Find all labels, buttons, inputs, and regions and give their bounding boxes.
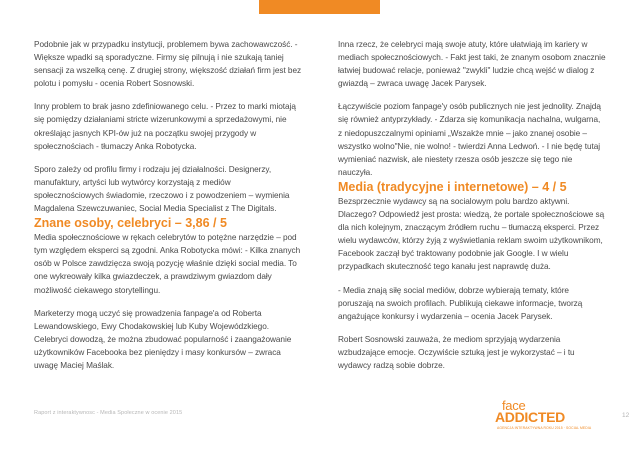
section-heading-celebrities: Znane osoby, celebryci – 3,86 / 5 <box>34 216 227 231</box>
left-paragraph-2: Inny problem to brak jasno zdefiniowanego celu. - Przez to marki miotają się pomiędzy działaniami stricte wizerunkowymi a sprzedażowymi, nie określając jasnych KPI-ów już na początku swojej przygody w społecznościach - tłumaczy Anka Robotycka. <box>34 102 296 151</box>
page-number: 12 <box>622 412 630 419</box>
faceaddicted-logo <box>495 399 603 431</box>
top-accent-tab <box>259 0 380 14</box>
section-heading-media: Media (tradycyjne i internetowe) – 4 / 5 <box>338 179 567 194</box>
left-paragraph-4: Media społecznościowe w rękach celebrytów to potężne narzędzie – pod tym względem eksperci są zgodni. Anka Robotycka mówi: - Kilka znanych osób w Polsce zawdzięcza swoją pozycję właśnie dzięki social media. To one wykreowały kilka gwiazdeczek, a prawdziwym gwiazdom dały możliwość ciekawego storytellingu. <box>34 233 301 295</box>
right-paragraph-4: - Media znają siłę social mediów, dobrze wybierają tematy, które poruszają na swoich profilach. Publikują ciekawe informacje, tworzą angażujące konkursy i wydarzenia – ocenia Jacek Parysek. <box>338 285 583 321</box>
right-paragraph-5: Robert Sosnowski zauważa, że mediom sprzyjają wydarzenia wzbudzające emocje. Oczywiście sztuką jest je wykorzystać – i tu wydawcy radzą sobie dobrze. <box>338 334 575 370</box>
report-title-footer: Raport z interaktywnosc - Media Społeczne w ocenie 2015 <box>34 410 183 416</box>
logo-face-text: face <box>502 398 526 413</box>
left-paragraph-1: Podobnie jak w przypadku instytucji, problemem bywa zachowawczość. - Większe wpadki są sporadyczne. Firmy się pilnują i nie szukają taniej sensacji za wszelką cenę. Z drugiej strony, większość działań firm jest bez polotu i pomysłu - ocenia Robert Sosnowski. <box>34 40 302 89</box>
left-paragraph-5: Marketerzy mogą uczyć się prowadzenia fanpage'a od Roberta Lewandowskiego, Ewy Chodakowskiej lub Kuby Wojewódzkiego. Celebryci dowodzą, że można zbudować popularność i zaangażowanie użytkowników Facebooka bez pieniędzy i masy konkursów – zwraca uwagę Maciej Maślak. <box>34 308 292 370</box>
left-paragraph-3: Sporo zależy od profilu firmy i rodzaju jej działalności. Designerzy, manufaktury, artyści lub wytwórcy korzystają z mediów społecznościowych świadomie, rzeczowo i z powodzeniem – wymienia Magdalena Szewczuwaniec, Social Media Specialist z The Digitals. <box>34 164 290 214</box>
logo-addicted-text: ADDICTED <box>495 409 565 425</box>
logo-tagline: AGENCJA INTERAKTYWNA ROKU 2015 · SOCIAL MEDIA <box>497 426 592 430</box>
right-paragraph-2: Łączywiście poziom fanpage'y osób publicznych nie jest jednolity. Znajdą się również antyprzykłady. - Zdarza się komunikacja nachalna, wulgarna, z niedopuszczalnymi opiniami „Wszakże mnie – jako znanej osobie – wszystko wolno"Nie, nie wolno! - twierdzi Anna Ledwoń. - I nie będę tutaj wymieniać nazwisk, ale niestety rzesza osób jeszcze się tego nie nauczyła. <box>338 102 601 177</box>
right-paragraph-3: Bezsprzecznie wydawcy są na socialowym polu bardzo aktywni. Dlaczego? Odpowiedź jest prosta: wiedzą, że portale społecznościowe są dla nich kolejnym, znaczącym źródłem ruchu – tłumaczą eksperci. Przez wielu wydawców, którzy żyją z wyświetlania reklam swoim użytkownikom, Facebook zaczął być traktowany podobnie jak Google. I w wielu przypadkach skuteczność tego kanału jest naprawdę duża. <box>338 196 605 272</box>
right-column <box>338 38 606 372</box>
right-paragraph-1: Inna rzecz, że celebryci mają swoje atuty, które ułatwiają im kariery w mediach społecznościowych. - Fakt jest taki, że znanym osobom znacznie łatwiej budować relacje, ponieważ "zwykli" ludzie chcą wejść w dialog z gwiazdą – zwraca uwagę Jacek Parysek. <box>338 40 606 89</box>
left-column <box>34 38 302 372</box>
